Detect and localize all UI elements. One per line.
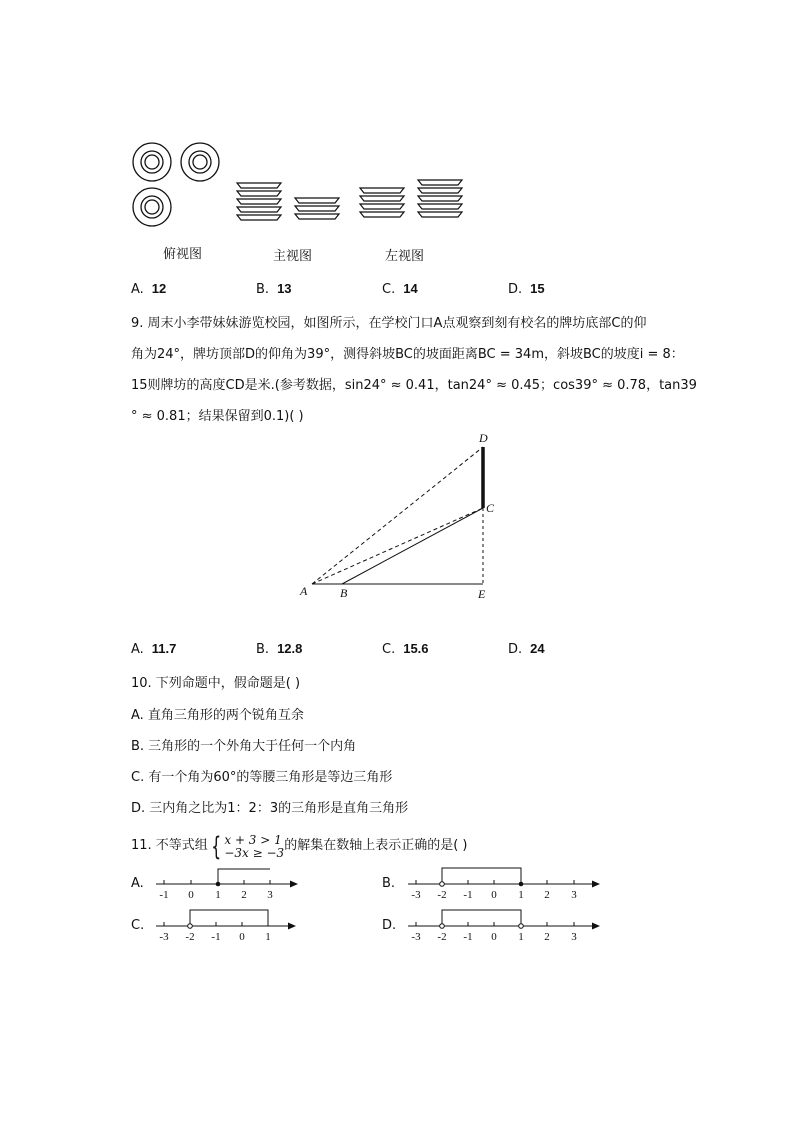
q11-ineq-2: −3x ≥ −3	[224, 846, 285, 860]
svg-text:-2: -2	[437, 889, 447, 901]
q8-option-c[interactable]: C. 14	[382, 281, 418, 297]
dashed-ad	[312, 447, 483, 584]
q9-text-line-3: 15则牌坊的高度CD是米.(参考数据，sin24° ≈ 0.41，tan24° ≈ 0.45；cos39° ≈ 0.78，tan39	[131, 378, 697, 393]
q9-option-d[interactable]: D. 24	[508, 641, 545, 657]
dashed-ac	[312, 508, 483, 584]
q11-stem	[131, 834, 467, 860]
q11-option-b-letter[interactable]: B.	[382, 876, 396, 891]
q11-option-d-letter[interactable]: D.	[382, 918, 397, 933]
svg-text:0: 0	[491, 889, 497, 901]
svg-text:-1: -1	[463, 889, 473, 901]
q11-option-a-number-line[interactable]	[150, 862, 310, 902]
q8-option-b[interactable]: B. 13	[256, 281, 292, 297]
point-label-e: E	[478, 587, 486, 601]
q9-figure	[295, 428, 515, 603]
endpoint-open	[440, 882, 445, 887]
q11-brace: {	[211, 832, 222, 862]
svg-text:0: 0	[239, 931, 245, 943]
q11-option-d-number-line[interactable]	[403, 904, 603, 944]
svg-text:1: 1	[215, 889, 221, 901]
q11-option-c-number-line[interactable]	[150, 904, 300, 944]
q11-suffix: 的解集在数轴上表示正确的是( )	[284, 838, 468, 853]
left-view-label: 左视图	[385, 249, 425, 264]
svg-text:2: 2	[544, 889, 550, 901]
svg-text:-3: -3	[411, 931, 421, 943]
svg-text:-3: -3	[411, 889, 421, 901]
q11-option-a-letter[interactable]: A.	[131, 876, 144, 891]
svg-text:-1: -1	[211, 931, 221, 943]
q8-option-a[interactable]: A. 12	[131, 281, 167, 297]
point-label-a: A	[300, 584, 308, 598]
plates-front-view	[233, 176, 353, 226]
q10-option-c[interactable]: C. 有一个角为60°的等腰三角形是等边三角形	[131, 770, 393, 785]
svg-text:0: 0	[188, 889, 194, 901]
svg-text:-2: -2	[185, 931, 195, 943]
plates-left-view	[356, 176, 476, 226]
q9-text-line-2: 角为24°，牌坊顶部D的仰角为39°，测得斜坡BC的坡面距离BC = 34m，斜坡BC的坡度i = 8：	[131, 347, 684, 362]
q9-text-line-4: ° ≈ 0.81；结果保留到0.1)( )	[131, 409, 304, 424]
svg-text:3: 3	[571, 889, 577, 901]
q10-option-a[interactable]: A. 直角三角形的两个锐角互余	[131, 708, 304, 723]
svg-text:-3: -3	[159, 931, 169, 943]
endpoint-closed	[216, 882, 221, 887]
q11-option-b-number-line[interactable]	[403, 862, 603, 902]
endpoint-open	[519, 924, 524, 929]
q11-option-c-letter[interactable]: C.	[131, 918, 145, 933]
q9-option-c[interactable]: C. 15.6	[382, 641, 429, 657]
svg-text:-1: -1	[159, 889, 169, 901]
svg-text:3: 3	[267, 889, 273, 901]
point-label-c: C	[486, 501, 495, 515]
svg-text:2: 2	[544, 931, 550, 943]
q10-option-d[interactable]: D. 三内角之比为1：2：3的三角形是直角三角形	[131, 801, 409, 816]
point-label-b: B	[340, 586, 348, 600]
top-view-label: 俯视图	[163, 247, 203, 262]
svg-text:-2: -2	[437, 931, 447, 943]
point-label-d: D	[479, 431, 488, 445]
endpoint-closed	[519, 882, 524, 887]
q11-system	[224, 834, 284, 860]
svg-text:2: 2	[241, 889, 247, 901]
svg-text:3: 3	[571, 931, 577, 943]
plates-top-view	[130, 140, 230, 240]
q10-option-b[interactable]: B. 三角形的一个外角大于任何一个内角	[131, 739, 357, 754]
svg-text:1: 1	[518, 931, 524, 943]
front-view-label: 主视图	[273, 249, 313, 264]
q11-ineq-1: x + 3 > 1	[224, 833, 282, 847]
q9-option-b[interactable]: B. 12.8	[256, 641, 303, 657]
svg-text:1: 1	[518, 889, 524, 901]
q9-option-a[interactable]: A. 11.7	[131, 641, 177, 657]
q11-prefix: 11. 不等式组	[131, 838, 208, 853]
svg-text:-1: -1	[463, 931, 473, 943]
slope-bc	[342, 508, 483, 584]
endpoint-open	[440, 924, 445, 929]
svg-text:1: 1	[265, 931, 271, 943]
endpoint-open	[188, 924, 193, 929]
q10-stem: 10. 下列命题中，假命题是( )	[131, 676, 301, 691]
q9-text-line-1: 9. 周末小李带妹妹游览校园，如图所示，在学校门口A点观察到刻有校名的牌坊底部C的仰	[131, 316, 647, 331]
svg-text:0: 0	[491, 931, 497, 943]
q8-option-d[interactable]: D. 15	[508, 281, 545, 297]
